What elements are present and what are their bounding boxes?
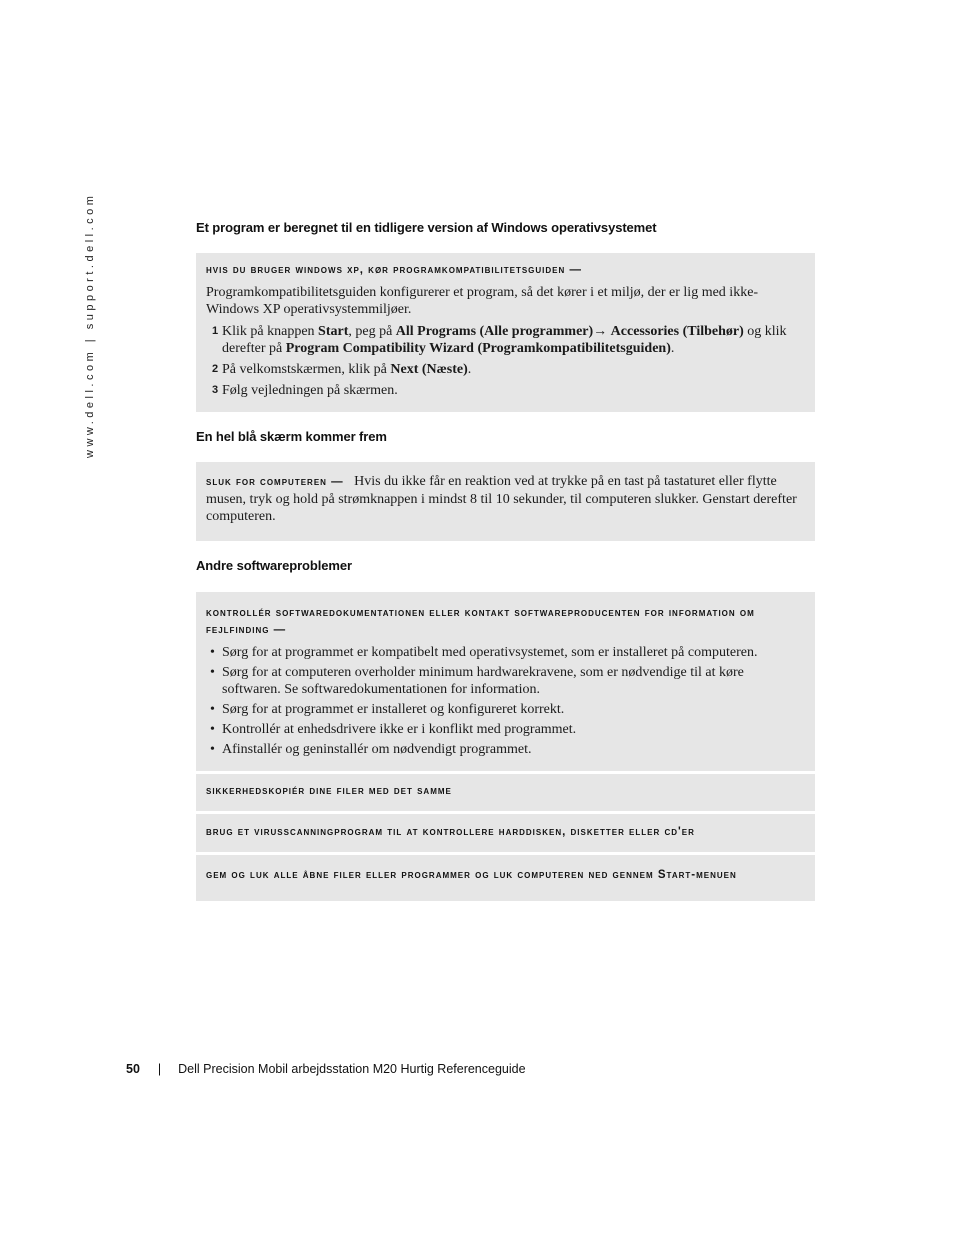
section-heading-blue-screen: En hel blå skærm kommer frem (196, 429, 387, 444)
steps-list (206, 323, 805, 399)
box-title-compatibility: hvis du bruger windows xp, kør programkompatibilitetsguiden — (206, 264, 582, 276)
footer-title: Dell Precision Mobil arbejdsstation M20 Hurtig Referenceguide (178, 1062, 526, 1076)
software-docs-box (196, 592, 815, 771)
box-title-save-shutdown: gem og luk alle åbne filer eller programmer og luk computeren ned gennem Start-menuen (206, 869, 737, 881)
page-number: 50 (126, 1062, 140, 1076)
box-title-backup: sikkerhedskopiér dine filer med det samme (206, 785, 452, 797)
box-intro: Programkompatibilitetsguiden konfigurerer et program, så det kører i et miljø, der er lig med ikke-Windows XP operativsystemmiljøer. (206, 285, 759, 317)
save-shutdown-box (196, 855, 815, 901)
step-item: 3 Følg vejledningen på skærmen. (212, 383, 398, 398)
page-content (196, 220, 815, 904)
page-footer (126, 1062, 526, 1076)
section-heading-old-windows: Et program er beregnet til en tidligere version af Windows operativsystemet (196, 220, 657, 235)
list-item: • Sørg for at computeren overholder minimum hardwarekravene, som er nødvendige til at køre softwaren. Se softwaredokumentationen for information. (210, 665, 744, 697)
compatibility-wizard-box (196, 253, 815, 412)
list-item: • Sørg for at programmet er installeret og konfigureret korrekt. (210, 702, 565, 717)
list-item: • Kontrollér at enhedsdrivere ikke er i konflikt med programmet. (210, 722, 577, 737)
side-url: www.dell.com | support.dell.com (84, 192, 96, 458)
list-item: • Sørg for at programmet er kompatibelt med operativsystemet, som er installeret på computeren. (210, 645, 758, 660)
footer-separator: | (157, 1062, 162, 1076)
box-title-virus-scan: brug et virusscanningprogram til at kontrollere harddisken, disketter eller cd'er (206, 826, 695, 838)
box-title-software-docs: kontrollér softwaredokumentationen eller kontakt softwareproducenten for information om fejlfinding — (206, 607, 755, 636)
power-off-text: Hvis du ikke får en reaktion ved at trykke på en tast på tastaturet eller flytte musen, tryk og hold på strømknappen i mindst 8 til 10 sekunder, til computeren slukker. Genstart derefter computeren. (206, 474, 797, 524)
backup-box (196, 774, 815, 811)
list-item: • Afinstallér og geninstallér om nødvendigt programmet. (210, 742, 532, 757)
virus-scan-box (196, 814, 815, 852)
software-bullet-list (206, 644, 805, 758)
box-title-power-off: sluk for computeren — (206, 476, 344, 488)
step-item: 1 Klik på knappen Start, peg på All Programs (Alle programmer)→ Accessories (Tilbehør) og klik derefter på Program Compatibility Wizard (Programkompatibilitetsguiden). (212, 324, 787, 356)
step-item: 2 På velkomstskærmen, klik på Next (Næste). (212, 362, 472, 377)
section-heading-other-software: Andre softwareproblemer (196, 558, 352, 573)
power-off-box (196, 462, 815, 541)
